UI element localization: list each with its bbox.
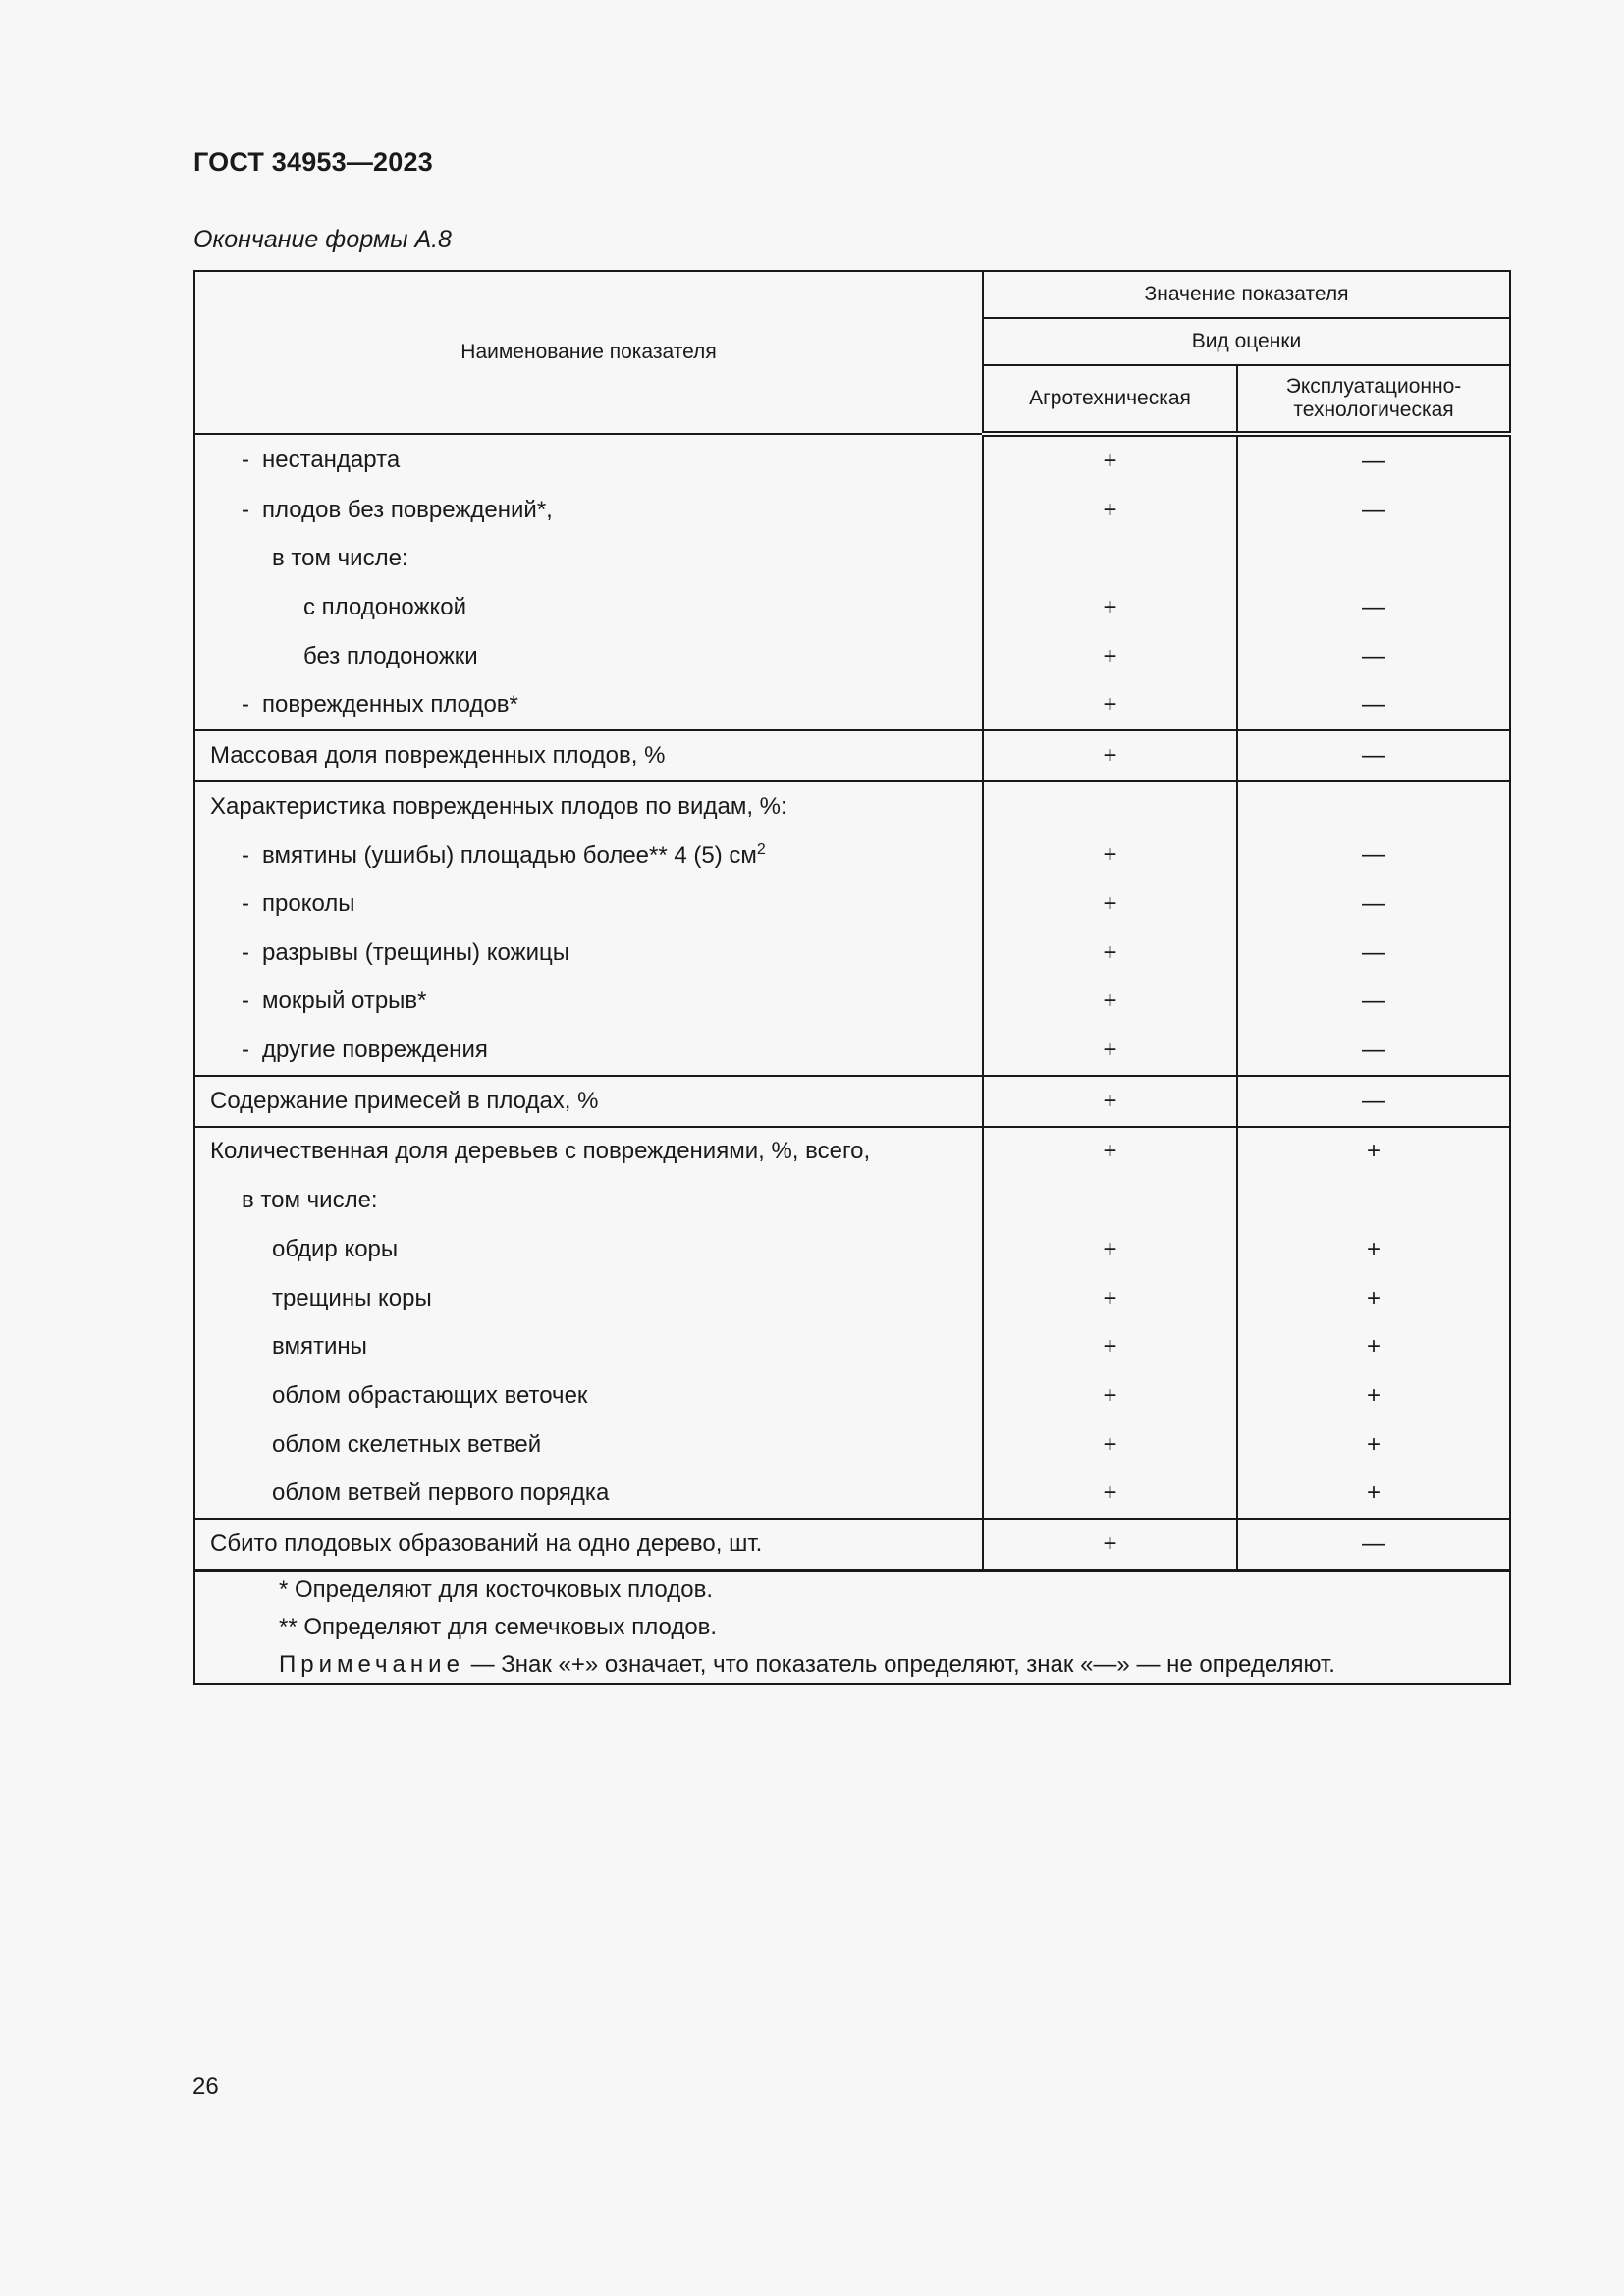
table-row (194, 978, 1510, 1027)
row-label: Характеристика поврежденных плодов по видам, %: (194, 781, 983, 831)
form-caption: Окончание формы А.8 (193, 226, 452, 253)
row-agro: + (983, 1127, 1237, 1177)
row-expl (1237, 781, 1510, 831)
row-expl: + (1237, 1322, 1510, 1371)
row-agro: + (983, 1519, 1237, 1570)
table-row (194, 929, 1510, 978)
row-agro (983, 534, 1237, 583)
table-notes (194, 1570, 1510, 1684)
indicator-table (193, 270, 1509, 1685)
table-row (194, 1274, 1510, 1323)
row-agro: + (983, 486, 1237, 535)
table-row (194, 1519, 1510, 1570)
row-label-text: разрывы (трещины) кожицы (262, 938, 569, 966)
document-code: ГОСТ 34953—2023 (193, 147, 433, 177)
row-dash: - (242, 988, 249, 1015)
table-row (194, 632, 1510, 681)
row-expl: — (1237, 880, 1510, 929)
row-expl: — (1237, 978, 1510, 1027)
row-label (194, 434, 983, 486)
table-row (194, 1076, 1510, 1127)
row-label: с плодоножкой (194, 583, 983, 632)
header-operational (1237, 365, 1510, 434)
row-agro: + (983, 1026, 1237, 1076)
row-label: без плодоножки (194, 632, 983, 681)
table-row (194, 486, 1510, 535)
row-agro (983, 1176, 1237, 1225)
footnote-pome-fruit: ** Определяют для семечковых плодов. (279, 1613, 718, 1640)
row-expl: + (1237, 1225, 1510, 1274)
table-row (194, 1127, 1510, 1177)
table-row (194, 534, 1510, 583)
row-label: облом скелетных ветвей (194, 1420, 983, 1469)
header-operational-line2: технологическая (1293, 399, 1454, 421)
row-expl (1237, 534, 1510, 583)
row-dash: - (242, 446, 249, 473)
row-label-text: проколы (262, 890, 355, 918)
row-agro: + (983, 730, 1237, 781)
row-agro: + (983, 978, 1237, 1027)
row-expl (1237, 1176, 1510, 1225)
table-row (194, 831, 1510, 881)
row-expl: — (1237, 583, 1510, 632)
row-dash: - (242, 890, 249, 918)
row-label (194, 1026, 983, 1076)
note-text: — Знак «+» означает, что показатель определяют, знак «—» — не определяют. (463, 1650, 1335, 1678)
row-agro (983, 781, 1237, 831)
row-dash: - (242, 938, 249, 966)
row-label: облом обрастающих веточек (194, 1371, 983, 1420)
row-expl: + (1237, 1468, 1510, 1519)
row-expl: — (1237, 929, 1510, 978)
row-agro: + (983, 680, 1237, 730)
row-expl: — (1237, 632, 1510, 681)
table-row (194, 680, 1510, 730)
table-row (194, 1026, 1510, 1076)
row-agro: + (983, 1076, 1237, 1127)
note-label: Примечание (279, 1650, 464, 1678)
header-indicator-value: Значение показателя (983, 271, 1510, 318)
table-note (195, 1646, 1509, 1683)
row-agro: + (983, 831, 1237, 881)
row-label-text: мокрый отрыв* (262, 988, 427, 1015)
row-expl: + (1237, 1420, 1510, 1469)
row-expl: + (1237, 1371, 1510, 1420)
row-label-text: нестандарта (262, 446, 401, 473)
row-label (194, 880, 983, 929)
row-dash: - (242, 1037, 249, 1064)
table-row (194, 583, 1510, 632)
row-dash: - (242, 841, 249, 869)
row-expl: — (1237, 831, 1510, 881)
row-dash: - (242, 691, 249, 719)
table-row (194, 1420, 1510, 1469)
row-agro: + (983, 1468, 1237, 1519)
table-row (194, 1176, 1510, 1225)
row-label (194, 929, 983, 978)
row-expl: — (1237, 730, 1510, 781)
row-expl: — (1237, 680, 1510, 730)
row-label (194, 831, 983, 881)
row-agro: + (983, 1371, 1237, 1420)
row-label: Массовая доля поврежденных плодов, % (194, 730, 983, 781)
row-label-text: плодов без повреждений*, (262, 496, 553, 523)
row-agro: + (983, 1420, 1237, 1469)
row-label-text: поврежденных плодов* (262, 691, 518, 719)
table-row (194, 1322, 1510, 1371)
table-row (194, 781, 1510, 831)
row-expl: — (1237, 1519, 1510, 1570)
row-label (194, 680, 983, 730)
table-row (194, 880, 1510, 929)
row-label: в том числе: (194, 534, 983, 583)
page-number: 26 (192, 2073, 219, 2100)
notes-row (194, 1570, 1510, 1684)
row-agro: + (983, 1225, 1237, 1274)
table-row (194, 1371, 1510, 1420)
table-row (194, 434, 1510, 486)
row-dash: - (242, 496, 249, 523)
row-agro: + (983, 1274, 1237, 1323)
row-agro: + (983, 434, 1237, 486)
row-label (194, 486, 983, 535)
row-label: в том числе: (194, 1176, 983, 1225)
header-agrotechnical: Агротехническая (983, 365, 1237, 434)
row-agro: + (983, 1322, 1237, 1371)
row-agro: + (983, 583, 1237, 632)
row-agro: + (983, 632, 1237, 681)
row-label: Сбито плодовых образований на одно дерево, шт. (194, 1519, 983, 1570)
row-expl: + (1237, 1274, 1510, 1323)
table-row (194, 1225, 1510, 1274)
row-label: облом ветвей первого порядка (194, 1468, 983, 1519)
row-expl: + (1237, 1127, 1510, 1177)
footnote-stone-fruit: * Определяют для косточковых плодов. (279, 1575, 714, 1603)
header-operational-line1: Эксплуатационно- (1285, 375, 1462, 398)
row-agro: + (983, 880, 1237, 929)
table-row (194, 730, 1510, 781)
row-label (194, 978, 983, 1027)
row-superscript: 2 (756, 840, 766, 858)
row-expl: — (1237, 1076, 1510, 1127)
row-expl: — (1237, 1026, 1510, 1076)
table-row (194, 1468, 1510, 1519)
row-label: Количественная доля деревьев с повреждениями, %, всего, (194, 1127, 983, 1177)
row-expl: — (1237, 486, 1510, 535)
row-label: Содержание примесей в плодах, % (194, 1076, 983, 1127)
row-label: вмятины (194, 1322, 983, 1371)
row-label-text: другие повреждения (262, 1037, 488, 1064)
header-assessment-type: Вид оценки (983, 318, 1510, 365)
header-indicator-name: Наименование показателя (194, 271, 983, 434)
row-label-text: вмятины (ушибы) площадью более** 4 (5) см (262, 841, 757, 869)
row-label: обдир коры (194, 1225, 983, 1274)
row-expl: — (1237, 434, 1510, 486)
row-label: трещины коры (194, 1274, 983, 1323)
row-agro: + (983, 929, 1237, 978)
